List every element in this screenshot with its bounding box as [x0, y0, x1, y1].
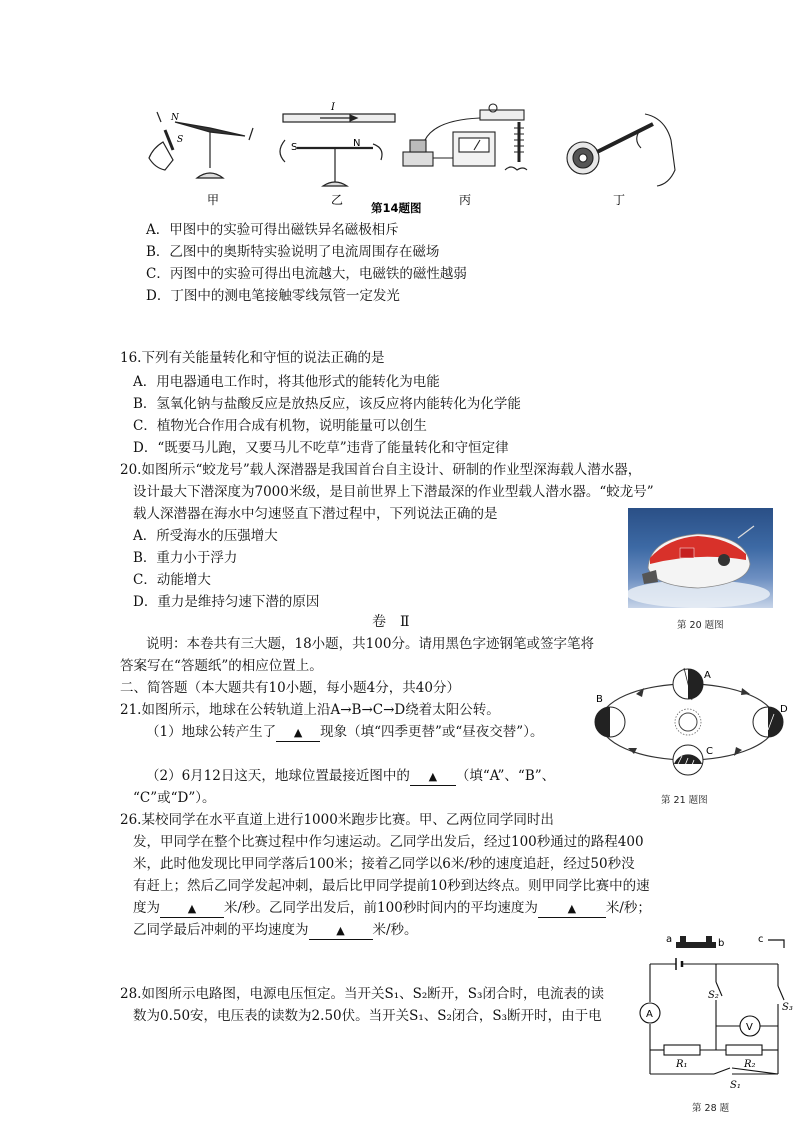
fig14-caption: 第14题图 [371, 201, 422, 215]
q26-answer-blank-3[interactable] [309, 922, 373, 940]
fig14-pole-n1: N [171, 113, 179, 123]
q14-option-d: D．丁图中的测电笔接触零线氖管一定发光 [146, 288, 400, 304]
figure-14 [135, 100, 685, 218]
q26-line1: 26.某校同学在水平直道上进行1000米跑步比赛。甲、乙两位同学同时出 [120, 812, 554, 828]
ammeter-label: A [646, 1009, 653, 1020]
blank-mark: ▲ [336, 924, 345, 937]
q20-option-b: B．重力小于浮力 [133, 550, 238, 566]
earth-a-icon [673, 668, 703, 700]
q14-option-c: C．丙图中的实验可得出电流越大，电磁铁的磁性越弱 [146, 266, 467, 282]
resistor-r1-label: R₁ [676, 1059, 688, 1070]
q20-stem-line1: 20.如图所示“蛟龙号”载人深潜器是我国首台自主设计、研制的作业型深海载人潜水器， [120, 462, 642, 478]
q21-answer-blank-1[interactable] [276, 724, 320, 742]
switch-s3-label: S₃ [782, 1002, 793, 1013]
q21-part1-post: 现象（填“四季更替”或“昼夜交替”）。 [320, 724, 544, 740]
q26-line5-mid: 米/秒。乙同学出发后，前100秒时间内的平均速度为 [224, 900, 538, 916]
q21-figure-caption: 第 21 题图 [661, 795, 708, 806]
q26-line2: 发，甲同学在整个比赛过程中作匀速运动。乙同学出发后，经过100秒通过的路程400 [133, 834, 644, 850]
q20-figure-caption: 第 20 题图 [677, 620, 724, 631]
q21-part1-pre: （1）地球公转产生了 [146, 724, 277, 740]
circuit-label-c: c [758, 934, 764, 945]
blank-mark: ▲ [293, 726, 303, 739]
q26-line4: 有赶上；然后乙同学发起冲刺，最后比甲同学提前10秒到达终点。则甲同学比赛中的速 [133, 878, 650, 894]
switch-s1-label: S₁ [730, 1080, 741, 1091]
volume-2-title: 卷 Ⅱ [372, 614, 410, 630]
switch-s2-label: S₂ [708, 990, 719, 1001]
fig14-pole-s2: S [291, 142, 298, 153]
fig14-current-label: I [331, 102, 335, 113]
battery-picture-icon [676, 936, 784, 948]
fig14-label-ding: 丁 [613, 193, 626, 207]
q28-circuit-figure [636, 928, 794, 1094]
q26-line6-pre: 乙同学最后冲刺的平均速度为 [133, 922, 309, 938]
q21-part2-pre: （2）6月12日这天，地球位置最接近图中的 [146, 768, 410, 784]
fig14-jia-drawing [149, 112, 253, 178]
q16-option-c: C．植物光合作用合成有机物，说明能量可以创生 [133, 418, 427, 434]
q21-part1 [146, 722, 543, 742]
q21-part2 [146, 766, 555, 786]
q20-option-d: D．重力是维持匀速下潜的原因 [133, 594, 320, 610]
submersible-icon [628, 508, 773, 608]
q28-line1: 28.如图所示电路图，电源电压恒定。当开关S₁、S₂断开，S₃闭合时，电流表的读 [120, 986, 604, 1002]
voltmeter-label: V [746, 1022, 753, 1033]
q16-stem: 16.下列有关能量转化和守恒的说法正确的是 [120, 350, 385, 366]
fig14-ding-drawing [567, 114, 675, 186]
fig14-label-bing: 丙 [459, 193, 472, 207]
earth-c-icon [673, 745, 703, 775]
q21-orbit-figure [592, 664, 792, 788]
q14-option-a: A．甲图中的实验可得出磁铁异名磁极相斥 [146, 222, 399, 238]
orbit-point-a: A [704, 670, 711, 681]
q21-stem: 21.如图所示，地球在公转轨道上沿A→B→C→D绕着太阳公转。 [120, 702, 500, 718]
q26-answer-blank-2[interactable] [538, 900, 606, 918]
sun-icon [675, 709, 701, 735]
q20-option-c: C．动能增大 [133, 572, 211, 588]
orbit-point-d: D [780, 704, 788, 715]
q26-line5 [133, 898, 651, 918]
fig14-label-jia: 甲 [207, 193, 220, 207]
q20-submersible-photo [628, 508, 773, 608]
q21-part2-line2: “C”或“D”）。 [133, 790, 216, 806]
q26-line5-pre: 度为 [133, 900, 160, 916]
fig14-pole-n2: N [353, 138, 361, 149]
q26-line5-post: 米/秒； [605, 900, 651, 916]
q21-part2-post: （填“A”、“B”、 [455, 768, 556, 784]
blank-mark: ▲ [187, 902, 197, 915]
blank-mark: ▲ [428, 770, 438, 783]
fig14-label-yi: 乙 [331, 193, 344, 207]
orbit-point-b: B [596, 694, 603, 705]
q26-line3: 米，此时他发现比甲同学落后100米；接着乙同学以6米/秒的速度追赶，经过50秒没 [133, 856, 635, 872]
q26-answer-blank-1[interactable] [160, 900, 224, 918]
q26-line6-post: 米/秒。 [372, 922, 418, 938]
q20-stem-line2: 设计最大下潜深度为7000米级，是目前世界上下潜最深的作业型载人潜水器。“蛟龙号” [133, 484, 654, 500]
circuit-label-a: a [666, 934, 673, 945]
circuit-label-b: b [718, 938, 725, 949]
earth-b-icon [595, 707, 625, 737]
q28-figure-caption: 第 28 题 [692, 1103, 730, 1114]
q20-stem-line3: 载人深潜器在海水中匀速竖直下潜过程中，下列说法正确的是 [133, 506, 498, 522]
section-2-heading: 二、简答题（本大题共有10小题，每小题4分，共40分） [120, 680, 460, 696]
fig14-pole-s1: S [177, 135, 184, 145]
blank-mark: ▲ [567, 902, 577, 915]
q21-answer-blank-2[interactable] [410, 768, 456, 786]
volume-2-note-line1: 说明：本卷共有三大题，18小题，共100分。请用黑色字迹钢笔或签字笔将 [146, 636, 594, 652]
q16-option-a: A．用电器通电工作时，将其他形式的能转化为电能 [133, 374, 440, 390]
volume-2-note-line2: 答案写在“答题纸”的相应位置上。 [120, 658, 323, 674]
fig14-bing-drawing [403, 104, 527, 170]
q14-option-b: B．乙图中的奥斯特实验说明了电流周围存在磁场 [146, 244, 440, 260]
q20-option-a: A．所受海水的压强增大 [133, 528, 278, 544]
q26-line6 [133, 920, 418, 940]
q16-option-b: B．氢氧化钠与盐酸反应是放热反应，该反应将内能转化为化学能 [133, 396, 521, 412]
q16-option-d: D．“既要马儿跑，又要马儿不吃草”违背了能量转化和守恒定律 [133, 440, 509, 456]
q28-line2: 数为0.50安，电压表的读数为2.50伏。当开关S₁、S₂闭合，S₃断开时，由于电 [133, 1008, 602, 1024]
orbit-point-c: C [706, 746, 713, 757]
earth-d-icon [753, 707, 783, 737]
resistor-r2-label: R₂ [744, 1059, 756, 1070]
